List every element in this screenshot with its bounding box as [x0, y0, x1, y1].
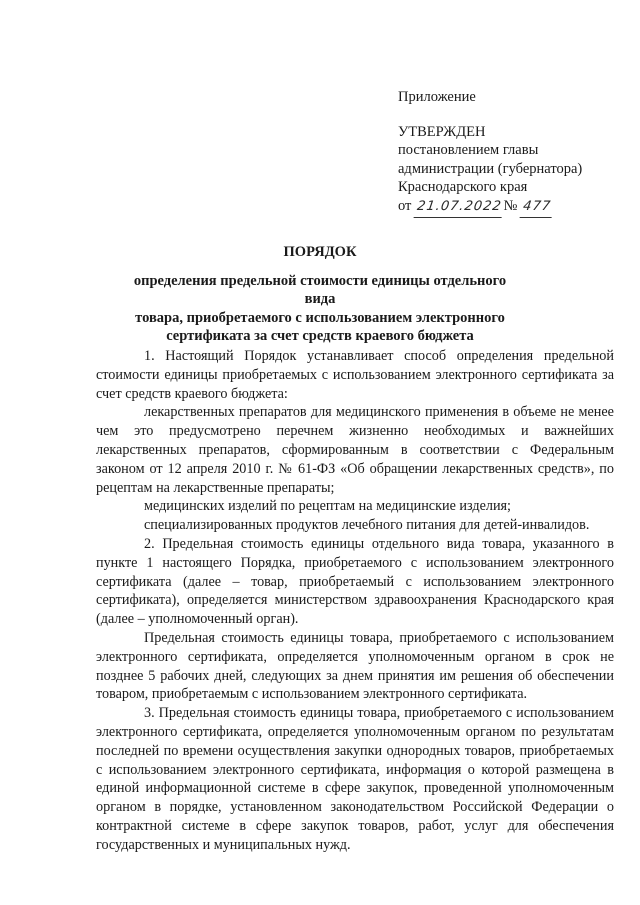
paragraph-3: 3. Предельная стоимость единицы товара, приобретаемого с использованием электронного сертификата, определяется уполномоченным органом по результатам последней по времени осуществления закупки однородных товаров, приобретаемых с использованием электронного сертификата, информация о которой размещена в единой информационной системе в сфере закупок, проведенной уполномоченным органом в порядке, установленном законодательством Российской Федерации о контрактной системе в сфере закупок товаров, работ, услуг для обеспечения государственных и муниципальных нужд. [96, 705, 614, 853]
appendix-label: Приложение [398, 89, 476, 105]
paragraph-2: 2. Предельная стоимость единицы отдельного вида товара, указанного в пункте 1 настоящего Порядка, приобретаемого с использованием электронного сертификата (далее – товар, приобретаемый с использованием электронного сертификата), определяется министерством здравоохранения Краснодарского края (далее – уполномоченный орган). [96, 535, 614, 628]
title-subtitle-3: сертификата за счет средств краевого бюджета [166, 328, 474, 344]
approval-date-line [398, 197, 628, 218]
paragraph-1: 1. Настоящий Порядок устанавливает способ определения предельной стоимости единицы приобретаемых с использованием электронного сертификата за счет средств краевого бюджета: [96, 348, 614, 402]
handwritten-number: 477 [520, 198, 555, 218]
title-subtitle-1: определения предельной стоимости единицы отдельного вида [133, 272, 507, 307]
approval-line-3: Краснодарского края [398, 179, 528, 195]
paragraph-nutrition: специализированных продуктов лечебного питания для детей-инвалидов. [144, 517, 590, 534]
number-prefix: № [503, 197, 518, 214]
approval-line-1: постановлением главы [398, 142, 539, 158]
paragraph-devices: медицинских изделий по рецептам на медицинские изделия; [144, 498, 512, 515]
approval-line-2: администрации (губернатора) [398, 160, 583, 177]
document-body [96, 347, 614, 855]
paragraph-2-deadline: Предельная стоимость единицы товара, приобретаемого с использованием электронного сертификата, определяется уполномоченным органом в срок не позднее 5 рабочих дней, следующих за днем принятия им решения об обеспечении товаром, приобретаемым с использованием электронного сертификата. [96, 629, 614, 703]
handwritten-date: 21.07.2022 [414, 198, 505, 218]
approved-label: УТВЕРЖДЕН [398, 123, 486, 140]
title-main: ПОРЯДОК [283, 244, 357, 260]
date-prefix: от [398, 197, 412, 214]
title-subtitle-2: товара, приобретаемого с использованием электронного [135, 309, 505, 326]
approval-block [398, 88, 628, 217]
paragraph-medicines: лекарственных препаратов для медицинского применения в объеме не менее чем это предусмотрено перечнем жизненно необходимых и важнейших лекарственных препаратов, сформированным в соответствии с Федеральным законом от 12 апреля 2010 г. № 61-ФЗ «Об обращении лекарственных средств», по рецептам на лекарственные препараты; [96, 404, 614, 496]
document-title [120, 243, 520, 346]
